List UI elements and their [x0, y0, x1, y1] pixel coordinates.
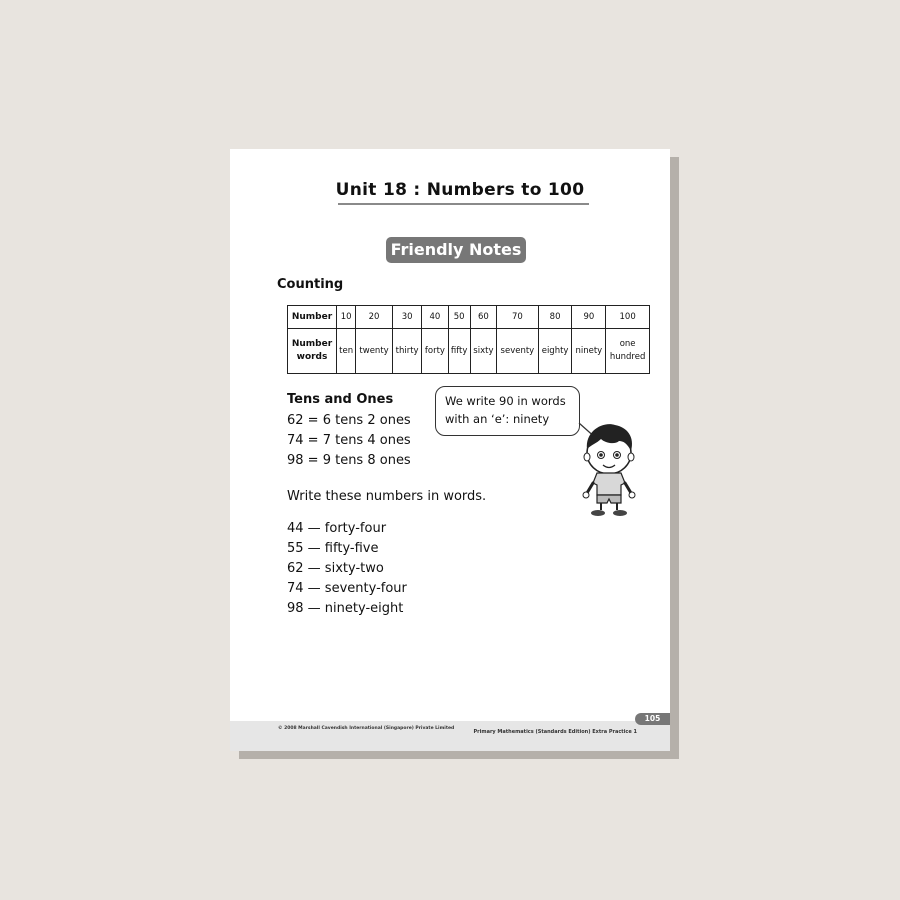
list-item: 74 — seventy-four: [287, 581, 407, 596]
page-number: 105: [635, 713, 670, 725]
header-line: Number: [291, 339, 333, 350]
speech-bubble: [435, 386, 580, 436]
table-cell: [606, 329, 650, 374]
list-item: 55 — fifty-five: [287, 541, 379, 556]
table-cell: 80: [538, 306, 572, 329]
friendly-notes-badge: Friendly Notes: [386, 237, 526, 263]
table-cell: 40: [422, 306, 448, 329]
table-cell: 50: [448, 306, 470, 329]
table-cell: ten: [337, 329, 356, 374]
table-cell: ninety: [572, 329, 606, 374]
bubble-line: We write 90 in words: [445, 394, 566, 408]
table-cell: thirty: [392, 329, 421, 374]
bubble-line: with an ‘e’: ninety: [445, 412, 550, 426]
table-cell: 20: [356, 306, 393, 329]
number-header-cell: Number: [288, 306, 337, 329]
workbook-page: [230, 149, 670, 751]
table-cell: seventy: [497, 329, 539, 374]
list-item: 62 — sixty-two: [287, 561, 384, 576]
table-cell: 30: [392, 306, 421, 329]
table-cell: 70: [497, 306, 539, 329]
header-line: words: [296, 352, 328, 363]
copyright-text: © 2008 Marshall Cavendish International (Singapore) Private Limited: [278, 726, 455, 731]
title-underline: [338, 203, 589, 205]
book-title-footer: Primary Mathematics (Standards Edition) Extra Practice 1: [473, 729, 637, 735]
table-cell: 90: [572, 306, 606, 329]
number-words-header-cell: [288, 329, 337, 374]
table-cell: twenty: [356, 329, 393, 374]
counting-table: [287, 305, 650, 374]
unit-title: Unit 18 : Numbers to 100: [335, 180, 585, 200]
list-item: 62 = 6 tens 2 ones: [287, 413, 411, 428]
word-line: one: [619, 339, 636, 350]
table-cell: sixty: [470, 329, 496, 374]
boy-illustration: [575, 417, 647, 519]
word-line: hundred: [609, 352, 646, 363]
instruction-text: Write these numbers in words.: [287, 489, 487, 504]
list-item: 74 = 7 tens 4 ones: [287, 433, 411, 448]
table-cell: 10: [337, 306, 356, 329]
table-cell: 100: [606, 306, 650, 329]
table-cell: forty: [422, 329, 448, 374]
list-item: 98 = 9 tens 8 ones: [287, 453, 411, 468]
list-item: 98 — ninety-eight: [287, 601, 404, 616]
list-item: 44 — forty-four: [287, 521, 387, 536]
tens-and-ones-heading: Tens and Ones: [287, 392, 394, 407]
table-cell: fifty: [448, 329, 470, 374]
tens-ones-list: [287, 411, 411, 471]
number-words-list: [287, 519, 407, 619]
counting-heading: Counting: [277, 277, 344, 292]
table-cell: eighty: [538, 329, 572, 374]
table-row: [288, 306, 650, 329]
table-cell: 60: [470, 306, 496, 329]
table-row: [288, 329, 650, 374]
